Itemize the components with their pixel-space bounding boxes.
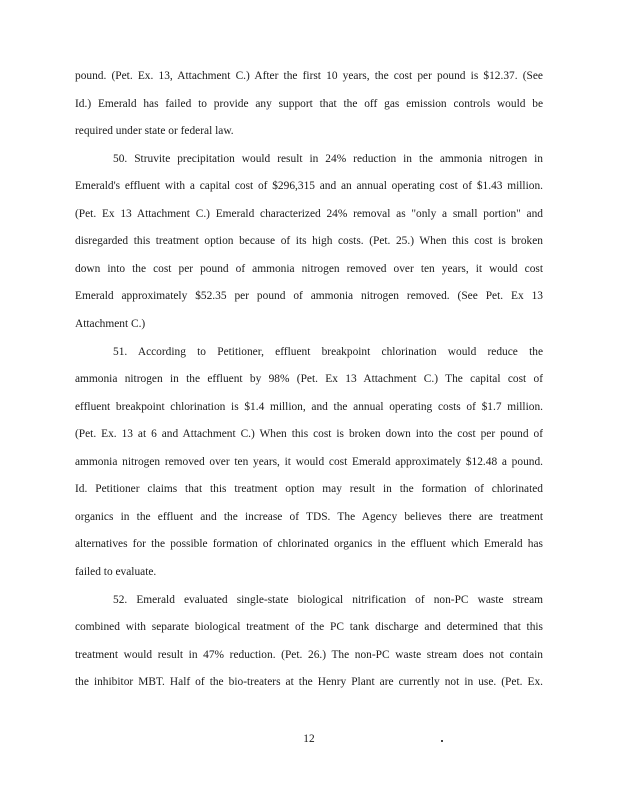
text-line: Emerald's effluent with a capital cost of $296,315 and an annual operating cost of $1.43 million. xyxy=(75,180,543,192)
text-line: disregarded this treatment option because of its high costs. (Pet. 25.) When this cost is broken xyxy=(75,235,543,247)
text-line: organics in the effluent and the increase of TDS. The Agency believes there are treatment xyxy=(75,511,543,523)
paragraph-51-start: 51. According to Petitioner, effluent breakpoint chlorination would reduce the xyxy=(113,346,543,358)
text-line: effluent breakpoint chlorination is $1.4 million, and the annual operating costs of $1.7 million. xyxy=(75,401,543,413)
text-line: failed to evaluate. xyxy=(75,566,157,578)
text-line: Id. Petitioner claims that this treatment option may result in the formation of chlorinated xyxy=(75,483,543,495)
text-line: the inhibitor MBT. Half of the bio-treaters at the Henry Plant are currently not in use. (Pet. Ex. xyxy=(75,676,543,688)
page-number: 12 xyxy=(303,733,315,745)
paragraph-52-start: 52. Emerald evaluated single-state biological nitrification of non-PC waste stream xyxy=(113,594,543,606)
text-line: ammonia nitrogen in the effluent by 98% (Pet. Ex 13 Attachment C.) The capital cost of xyxy=(75,373,543,385)
scan-speck xyxy=(441,740,443,742)
text-line: required under state or federal law. xyxy=(75,125,234,137)
text-line: combined with separate biological treatment of the PC tank discharge and determined that this xyxy=(75,621,543,633)
text-line: Id.) Emerald has failed to provide any support that the off gas emission controls would be xyxy=(75,98,543,110)
text-line: down into the cost per pound of ammonia nitrogen removed over ten years, it would cost xyxy=(75,263,543,275)
text-line: pound. (Pet. Ex. 13, Attachment C.) After the first 10 years, the cost per pound is $12.37. (See xyxy=(75,70,543,82)
text-line: alternatives for the possible formation of chlorinated organics in the effluent which Emerald has xyxy=(75,538,543,550)
text-line: Attachment C.) xyxy=(75,318,146,330)
paragraph-50-start: 50. Struvite precipitation would result in 24% reduction in the ammonia nitrogen in xyxy=(113,153,543,165)
text-line: ammonia nitrogen removed over ten years, it would cost Emerald approximately $12.48 a pound. xyxy=(75,456,543,468)
text-line: Emerald approximately $52.35 per pound of ammonia nitrogen removed. (See Pet. Ex 13 xyxy=(75,290,543,302)
text-line: treatment would result in 47% reduction. (Pet. 26.) The non-PC waste stream does not contain xyxy=(75,649,543,661)
text-line: (Pet. Ex. 13 at 6 and Attachment C.) When this cost is broken down into the cost per pound of xyxy=(75,428,543,440)
text-line: (Pet. Ex 13 Attachment C.) Emerald characterized 24% removal as "only a small portion" and xyxy=(75,208,543,220)
